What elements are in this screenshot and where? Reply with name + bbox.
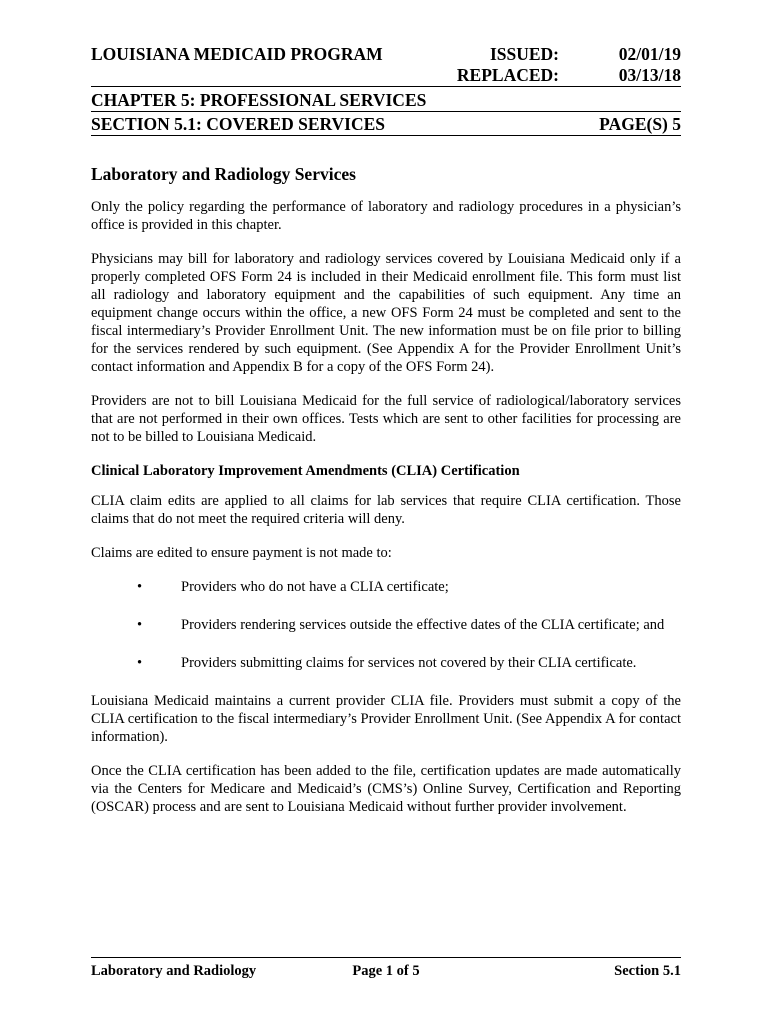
footer-section: Section 5.1 [614, 963, 681, 979]
page-title: Laboratory and Radiology Services [91, 164, 356, 184]
paragraph-clia-file: Louisiana Medicaid maintains a current provider CLIA file. Providers must submit a copy of the CLIA certification to the fiscal intermediary’s Provider Enrollment Unit. (See Appendix A for contact information). [91, 693, 681, 745]
issued-date: 02/01/19 [618, 44, 681, 64]
section-title: SECTION 5.1: COVERED SERVICES [91, 114, 386, 134]
bullet-icon: • [137, 579, 143, 595]
replaced-label: REPLACED: [456, 65, 559, 85]
replaced-date: 03/13/18 [618, 65, 681, 85]
program-name: LOUISIANA MEDICAID PROGRAM [91, 44, 383, 64]
footer-chapter-name: Laboratory and Radiology [91, 963, 257, 979]
paragraph-billing: Physicians may bill for laboratory and radiology services covered by Louisiana Medicaid only if a properly completed OFS Form 24 is included in their Medicaid enrollment file. This form must list all radiology and laboratory equipment and the capabilities of such equipment. Any time an equipment change occurs within the office, a new OFS Form 24 must be completed and sent to the fiscal intermediary’s Provider Enrollment Unit. The new information must be on file prior to billing for the services rendered by such equipment. (See Appendix A for the Provider Enrollment Unit’s contact information and Appendix B for a copy of the OFS Form 24). [91, 251, 681, 375]
footer-divider [91, 957, 681, 958]
clia-heading: Clinical Laboratory Improvement Amendments (CLIA) Certification [91, 463, 520, 479]
page-footer [91, 957, 681, 980]
chapter-title: CHAPTER 5: PROFESSIONAL SERVICES [91, 90, 427, 110]
paragraph-clia-updates: Once the CLIA certification has been added to the file, certification updates are made automatically via the Centers for Medicare and Medicaid’s (CMS’s) Online Survey, Certification and Reporting (OSCAR) process and are sent to Louisiana Medicaid without further provider involvement. [91, 763, 681, 815]
header-row-replaced [91, 65, 681, 86]
page-header [91, 44, 681, 136]
bullet-icon: • [137, 617, 143, 633]
list-item: • Providers rendering services outside the effective dates of the CLIA certificate; and [137, 617, 665, 633]
section-row [91, 114, 681, 135]
paragraph-outside-services: Providers are not to bill Louisiana Medicaid for the full service of radiological/laboratory services that are not performed in their own offices. Tests which are sent to other facilities for processing are not to be billed to Louisiana Medicaid. [91, 393, 681, 445]
issued-label: ISSUED: [489, 44, 559, 64]
paragraph-clia-edits: CLIA claim edits are applied to all claims for lab services that require CLIA certification. Those claims that do not meet the required criteria will deny. [91, 493, 681, 527]
chapter-divider [91, 111, 681, 112]
page-count: PAGE(S) 5 [599, 114, 681, 134]
list-item: • Providers who do not have a CLIA certificate; [137, 579, 449, 595]
bullet-icon: • [137, 655, 143, 671]
document-page [91, 44, 681, 832]
header-row-issued [91, 44, 681, 65]
paragraph-scope: Only the policy regarding the performance of laboratory and radiology procedures in a physician’s office is provided in this chapter. [91, 199, 681, 233]
section-divider [91, 135, 681, 136]
paragraph-claims-edited: Claims are edited to ensure payment is not made to: [91, 545, 392, 561]
footer-page-number: Page 1 of 5 [352, 963, 420, 979]
bullet-list [91, 578, 681, 672]
header-divider [91, 86, 681, 87]
list-item: • Providers submitting claims for services not covered by their CLIA certificate. [137, 655, 637, 671]
